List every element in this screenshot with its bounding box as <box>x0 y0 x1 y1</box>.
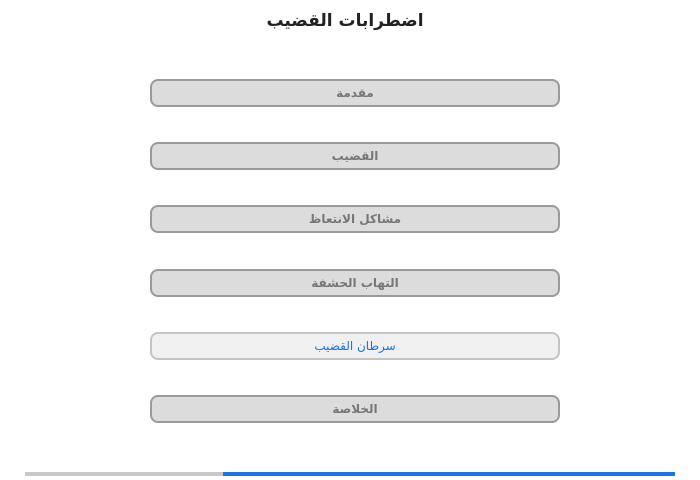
menu-item-balanitis[interactable]: التهاب الحشفة <box>150 269 560 297</box>
menu-item-introduction[interactable]: مقدمة <box>150 79 560 107</box>
menu-item-conclusion[interactable]: الخلاصة <box>150 395 560 423</box>
page-title: اضطرابات القضيب <box>266 11 424 31</box>
progress-bar-fill <box>223 472 675 476</box>
menu-item-erection-problems[interactable]: مشاكل الانتعاظ <box>150 205 560 233</box>
progress-bar <box>25 472 675 476</box>
menu-item-penile-cancer[interactable]: سرطان القضيب <box>150 332 560 360</box>
menu-item-penis[interactable]: القضيب <box>150 142 560 170</box>
